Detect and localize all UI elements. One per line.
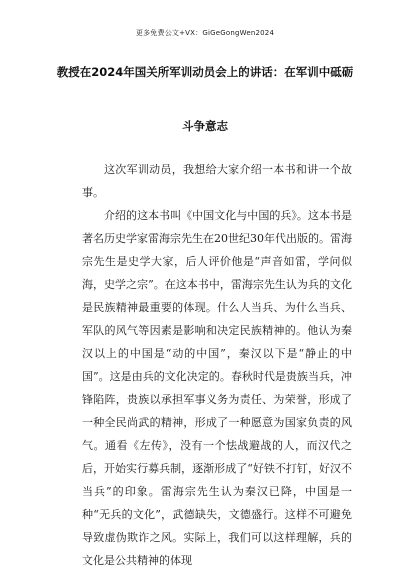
document-title-line-1: 教授在2024年国关所军训动员会上的讲话：在军训中砥砺 [56, 65, 354, 79]
paragraph-2: 介绍的这本书叫《中国文化与中国的兵》。这本书是著名历史学家雷海宗先生在20世纪30年代出版的。雷海宗先生是史学大家，后人评价他是“声音如雷，学问似海，史学之宗”。在这本书中，雷海宗先生认为兵的文化是民族精神最重要的体现。什么人当兵、为什么当兵、军队的风气等因素是影响和决定民族精神的。他认为秦汉以上的中国是“动的中国”，秦汉以下是“静止的中国”。这是由兵的文化决定的。春秋时代是贵族当兵，冲锋陷阵，贵族以承担军事义务为责任、为荣誉，形成了一种全民尚武的精神，形成了一种愿意为国家负责的风气。通看《左传》，没有一个怯战避战的人，而汉代之后，开始实行募兵制，逐渐形成了“好铁不打钉，好汉不当兵”的印象。雷海宗先生认为秦汉已降，中国是一种“无兵的文化”，武德缺失，文德盛行。这样不可避免导致虚伪欺诈之风。实际上，我们可以这样理解，兵的文化是公共精神的体现 [82, 209, 352, 567]
paragraph-1: 这次军训动员，我想给大家介绍一本书和讲一个故事。 [82, 163, 352, 199]
document-body [82, 158, 352, 572]
document-title-line-2: 斗争意志 [182, 119, 228, 133]
header-note: 更多免费公文+VX：GiGeGongWen2024 [135, 29, 275, 37]
